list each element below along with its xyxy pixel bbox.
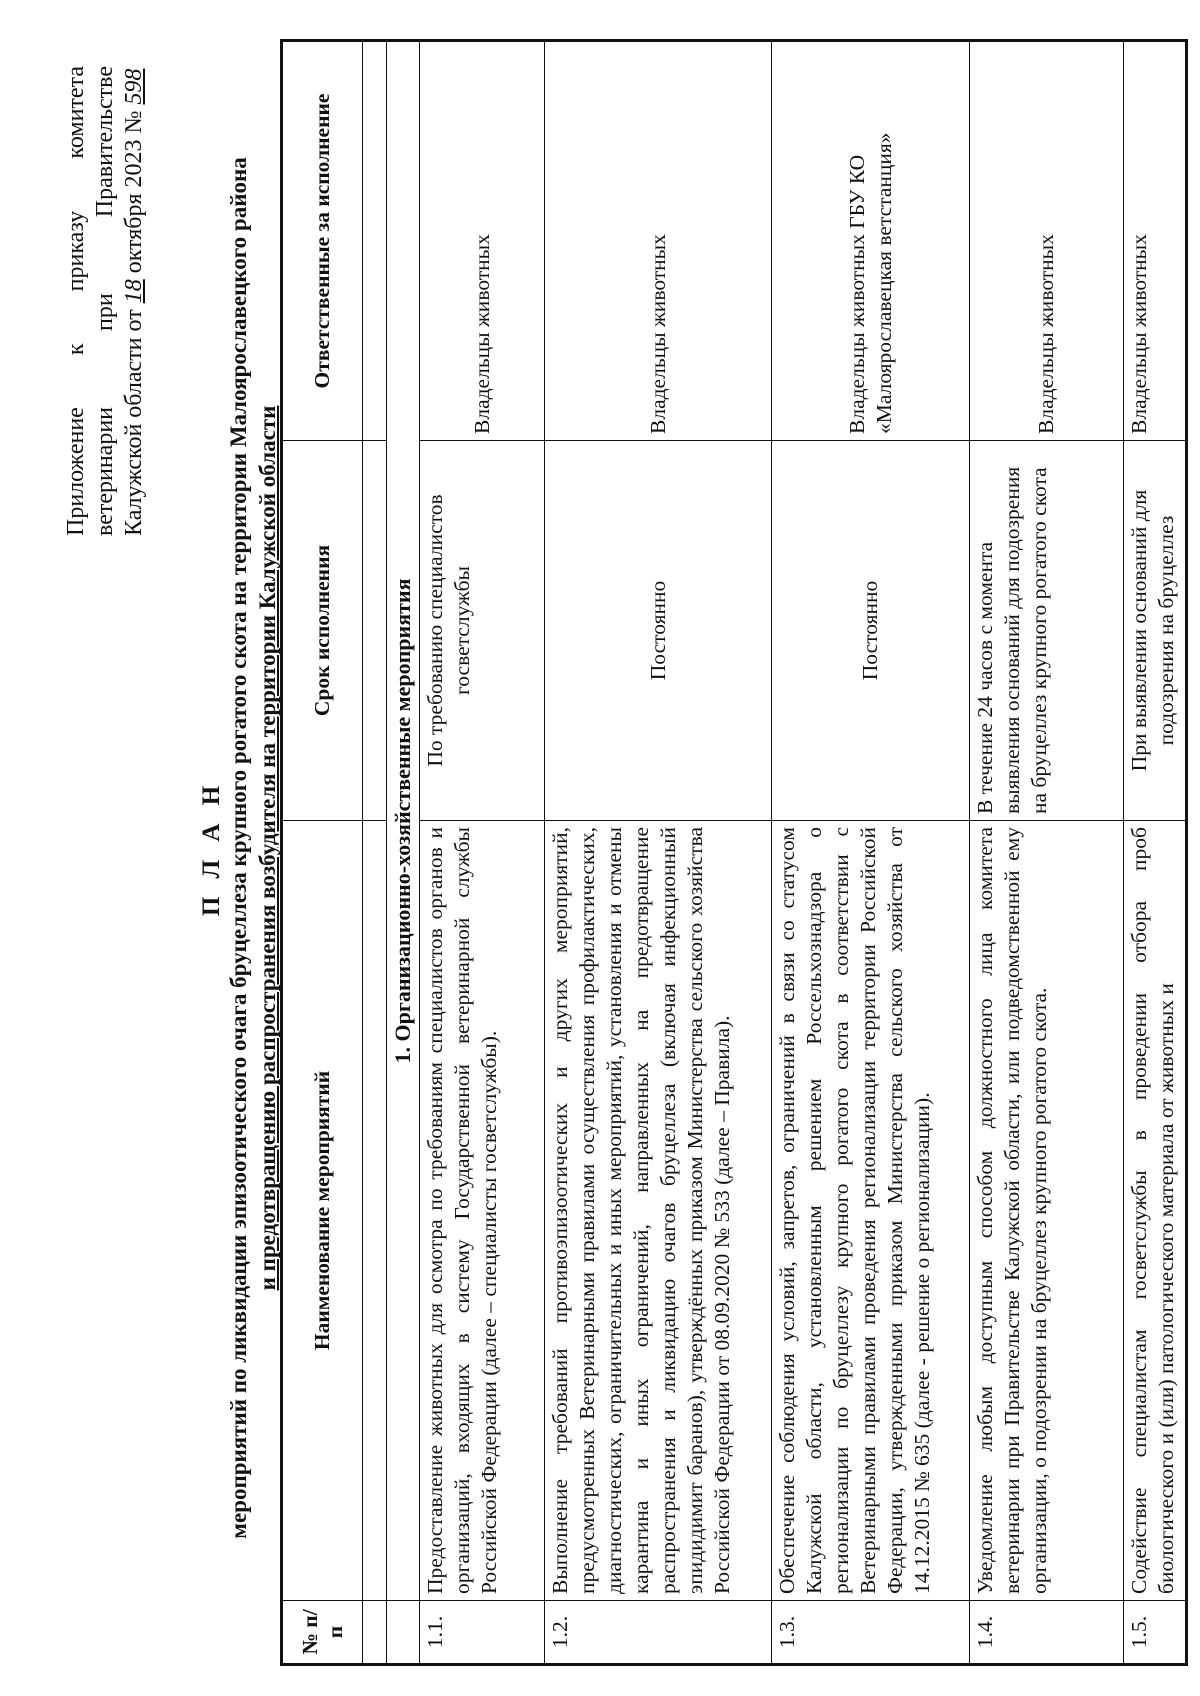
spacer-row xyxy=(363,41,387,1665)
appendix-day: 18 xyxy=(121,279,147,304)
row-resp: Владельцы животных xyxy=(545,41,772,441)
appendix-block xyxy=(62,66,149,536)
row-term: При выявлении оснований для подозрения на бруцеллез xyxy=(1124,441,1187,821)
plan-title-line-1: мероприятий по ликвидации эпизоотического очага бруцеллеза крупного рогатого скота на территории Малоярославецкого района xyxy=(226,157,251,1539)
row-num: 1.5. xyxy=(1124,1601,1187,1665)
row-resp: Владельцы животных ГБУ КО «Малоярославецкая ветстанция» xyxy=(772,41,970,441)
row-term: Постоянно xyxy=(772,441,970,821)
header-resp: Ответственные за исполнение xyxy=(282,41,363,441)
appendix-date-prefix: Калужской области от xyxy=(121,309,147,536)
row-term: В течение 24 часов с момента выявления оснований для подозрения на бруцеллез крупного рогатого скота xyxy=(970,441,1124,821)
table-row xyxy=(1124,41,1187,1665)
row-resp: Владельцы животных xyxy=(420,41,545,441)
row-resp: Владельцы животных xyxy=(970,41,1124,441)
table-row xyxy=(772,41,970,1665)
section-num-cell xyxy=(387,1601,420,1665)
plan-title-line-2 xyxy=(255,30,281,1666)
table-row xyxy=(420,41,545,1665)
row-name: Выполнение требований противоэпизоотических и других мероприятий, предусмотренных Ветеринарными правилами осуществления профилактических, диагностических, ограничительных и иных мероприятий, установления и отмены карантина и иных ограничений, направленных на предотвращение распространения и ликвидацию очагов бруцеллеза (включая инфекционный эпидидимит баранов), утверждённых приказом Министерства сельского хозяйства Российской Федерации от 08.09.2020 № 533 (далее – Правила). xyxy=(545,821,772,1601)
table-row xyxy=(970,41,1124,1665)
row-num: 1.3. xyxy=(772,1601,970,1665)
appendix-line-1: Приложение к приказу комитета xyxy=(63,66,89,536)
header-name: Наименование мероприятий xyxy=(282,821,363,1601)
row-name: Уведомление любым доступным способом должностного лица комитета ветеринарии при Правительстве Калужской области, или подведомственной ему организации, о подозрении на бруцеллез крупного рогатого скота. xyxy=(970,821,1124,1601)
row-term: По требованию специалистов госветслужбы xyxy=(420,441,545,821)
section-title: 1. Организационно-хозяйственные мероприятия xyxy=(387,41,420,1601)
appendix-line-3 xyxy=(120,66,149,536)
table-header-row xyxy=(282,41,363,1665)
appendix-order-number: 598 xyxy=(121,68,147,105)
header-term: Срок исполнения xyxy=(282,441,363,821)
row-num: 1.2. xyxy=(545,1601,772,1665)
row-name: Предоставление животных для осмотра по требованиям специалистов органов и организаций, входящих в систему Государственной ветеринарной службы Российской Федерации (далее – специалисты госветслужбы). xyxy=(420,821,545,1601)
appendix-date-mid: октября 2023 № xyxy=(121,110,147,274)
row-term: Постоянно xyxy=(545,441,772,821)
row-num: 1.4. xyxy=(970,1601,1124,1665)
row-num: 1.1. xyxy=(420,1601,545,1665)
row-name: Содействие специалистам госветслужбы в проведении отбора проб биологического и (или) патологического материала от животных и xyxy=(1124,821,1187,1601)
table-row xyxy=(545,41,772,1665)
plan-heading: П Л А Н xyxy=(198,779,225,917)
section-row xyxy=(387,41,420,1665)
header-num: № п/п xyxy=(282,1601,363,1665)
appendix-line-2: ветеринарии при Правительстве xyxy=(92,66,118,536)
row-resp: Владельцы животных xyxy=(1124,41,1187,441)
row-name: Обеспечение соблюдения условий, запретов, ограничений в связи со статусом Калужской области, установленным решением Россельхознадзора о регионализации по бруцеллезу крупного рогатого скота в соответствии с Ветеринарными правилами проведения регионализации территории Российской Федерации, утвержденными приказом Министерства сельского хозяйства от 14.12.2015 № 635 (далее - решение о регионализации). xyxy=(772,821,970,1601)
plan-title-line-2-text: и предотвращению распространения возбудителя на территории Калужской области xyxy=(255,405,280,1291)
plan-table xyxy=(280,39,1188,1666)
